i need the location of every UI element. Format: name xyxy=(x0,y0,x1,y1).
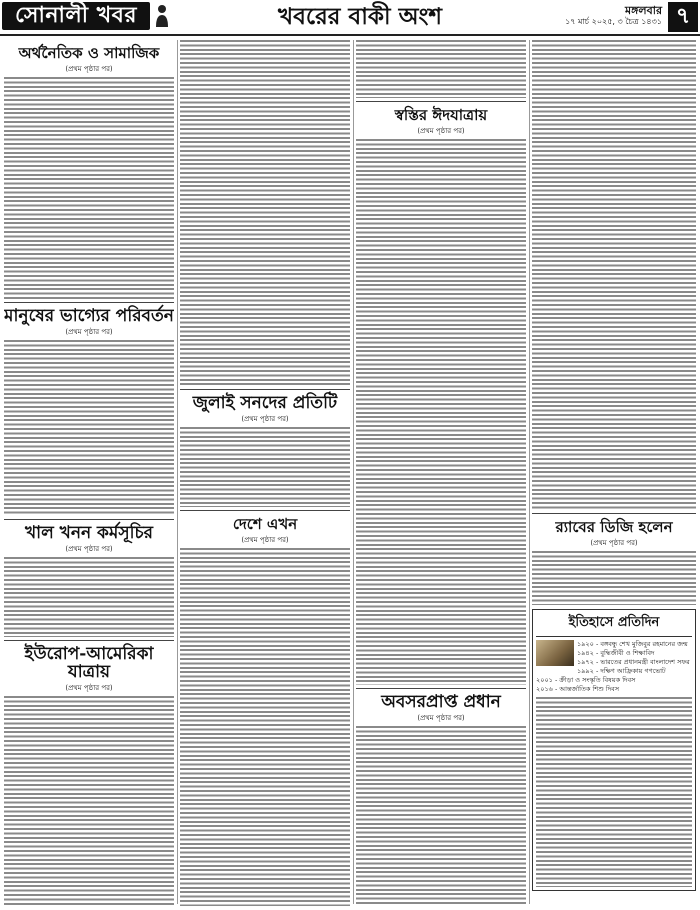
history-image xyxy=(536,640,574,666)
history-item: ২০১৬ - আন্তর্জাতিক শিশু দিবস xyxy=(536,685,620,693)
byline: (প্রথম পৃষ্ঠার পর) xyxy=(65,328,113,336)
body-text xyxy=(4,340,174,516)
body-text xyxy=(4,696,174,906)
headline: র‌্যাবের ডিজি হলেন xyxy=(555,518,673,536)
history-item: ১৯৯২ - দক্ষিণ আফ্রিকায় গণভোট xyxy=(577,667,666,675)
body-text xyxy=(4,77,174,299)
masthead xyxy=(0,0,700,36)
history-item: ১৯২০ - বঙ্গবন্ধু শেখ মুজিবুর রহমানের জন্ম xyxy=(577,640,688,648)
byline: (প্রথম পৃষ্ঠার পর) xyxy=(65,545,113,553)
date-label: ১৭ মার্চ ২০২৫, ৩ চৈত্র ১৪৩১ xyxy=(565,17,662,26)
byline: (প্রথম পৃষ্ঠার পর) xyxy=(417,127,465,135)
person-icon xyxy=(155,4,169,28)
body-text xyxy=(532,40,696,510)
divider xyxy=(180,389,350,390)
column-divider xyxy=(177,40,178,904)
headline: দেশে এখন xyxy=(232,515,298,533)
history-item: ১৯৭২ - ভারতের প্রধানমন্ত্রী বাংলাদেশ সফর xyxy=(577,658,690,666)
body-text xyxy=(180,548,350,906)
body-text xyxy=(356,139,526,685)
body-text xyxy=(356,40,526,98)
divider xyxy=(356,101,526,102)
headline: অর্থনৈতিক ও সামাজিক xyxy=(18,44,160,62)
section-title: খবরের বাকী অংশ xyxy=(277,3,443,30)
history-box xyxy=(532,609,696,891)
date-block xyxy=(528,2,698,32)
day-label: মঙ্গলবার xyxy=(625,4,662,17)
headline: অবসরপ্রাপ্ত প্রধান xyxy=(381,692,501,712)
byline: (প্রথম পৃষ্ঠার পর) xyxy=(241,536,289,544)
divider xyxy=(4,519,174,520)
column-2 xyxy=(180,40,350,906)
byline: (প্রথম পৃষ্ঠার পর) xyxy=(417,714,465,722)
headline: খাল খনন কর্মসূচির xyxy=(24,523,153,543)
headline: মানুষের ভাগ্যের পরিবর্তন xyxy=(4,306,174,326)
paper-title: সোনালী খবর xyxy=(2,2,150,30)
headline: ইউরোপ-আমেরিকা যাত্রায় xyxy=(24,644,154,682)
byline: (প্রথম পৃষ্ঠার পর) xyxy=(590,539,638,547)
column-divider xyxy=(529,40,530,904)
divider xyxy=(4,302,174,303)
divider xyxy=(356,688,526,689)
history-item: ২০০১ - ক্রীড়া ও সংস্কৃতি বিষয়ক দিবস xyxy=(536,676,636,684)
history-title: ইতিহাসে প্রতিদিন xyxy=(536,613,692,637)
history-item: ১৯৪২ - বুদ্ধিজীবী ও শিক্ষাবিদ xyxy=(577,649,655,657)
byline: (প্রথম পৃষ্ঠার পর) xyxy=(241,415,289,423)
body-text xyxy=(180,427,350,507)
body-text xyxy=(180,40,350,386)
column-4 xyxy=(532,40,696,906)
headline: স্বস্তির ঈদযাত্রায় xyxy=(394,106,488,124)
body-text xyxy=(532,551,696,605)
column-3 xyxy=(356,40,526,906)
byline: (প্রথম পৃষ্ঠার পর) xyxy=(65,684,113,692)
divider xyxy=(532,513,696,514)
column-divider xyxy=(353,40,354,904)
body-text xyxy=(536,697,692,887)
divider xyxy=(180,510,350,511)
page-number: ৭ xyxy=(668,2,698,32)
divider xyxy=(4,640,174,641)
byline: (প্রথম পৃষ্ঠার পর) xyxy=(65,65,113,73)
column-1 xyxy=(4,40,174,906)
headline: জুলাই সনদের প্রতিটি xyxy=(192,393,338,413)
body-text xyxy=(356,726,526,906)
body-text xyxy=(4,557,174,637)
